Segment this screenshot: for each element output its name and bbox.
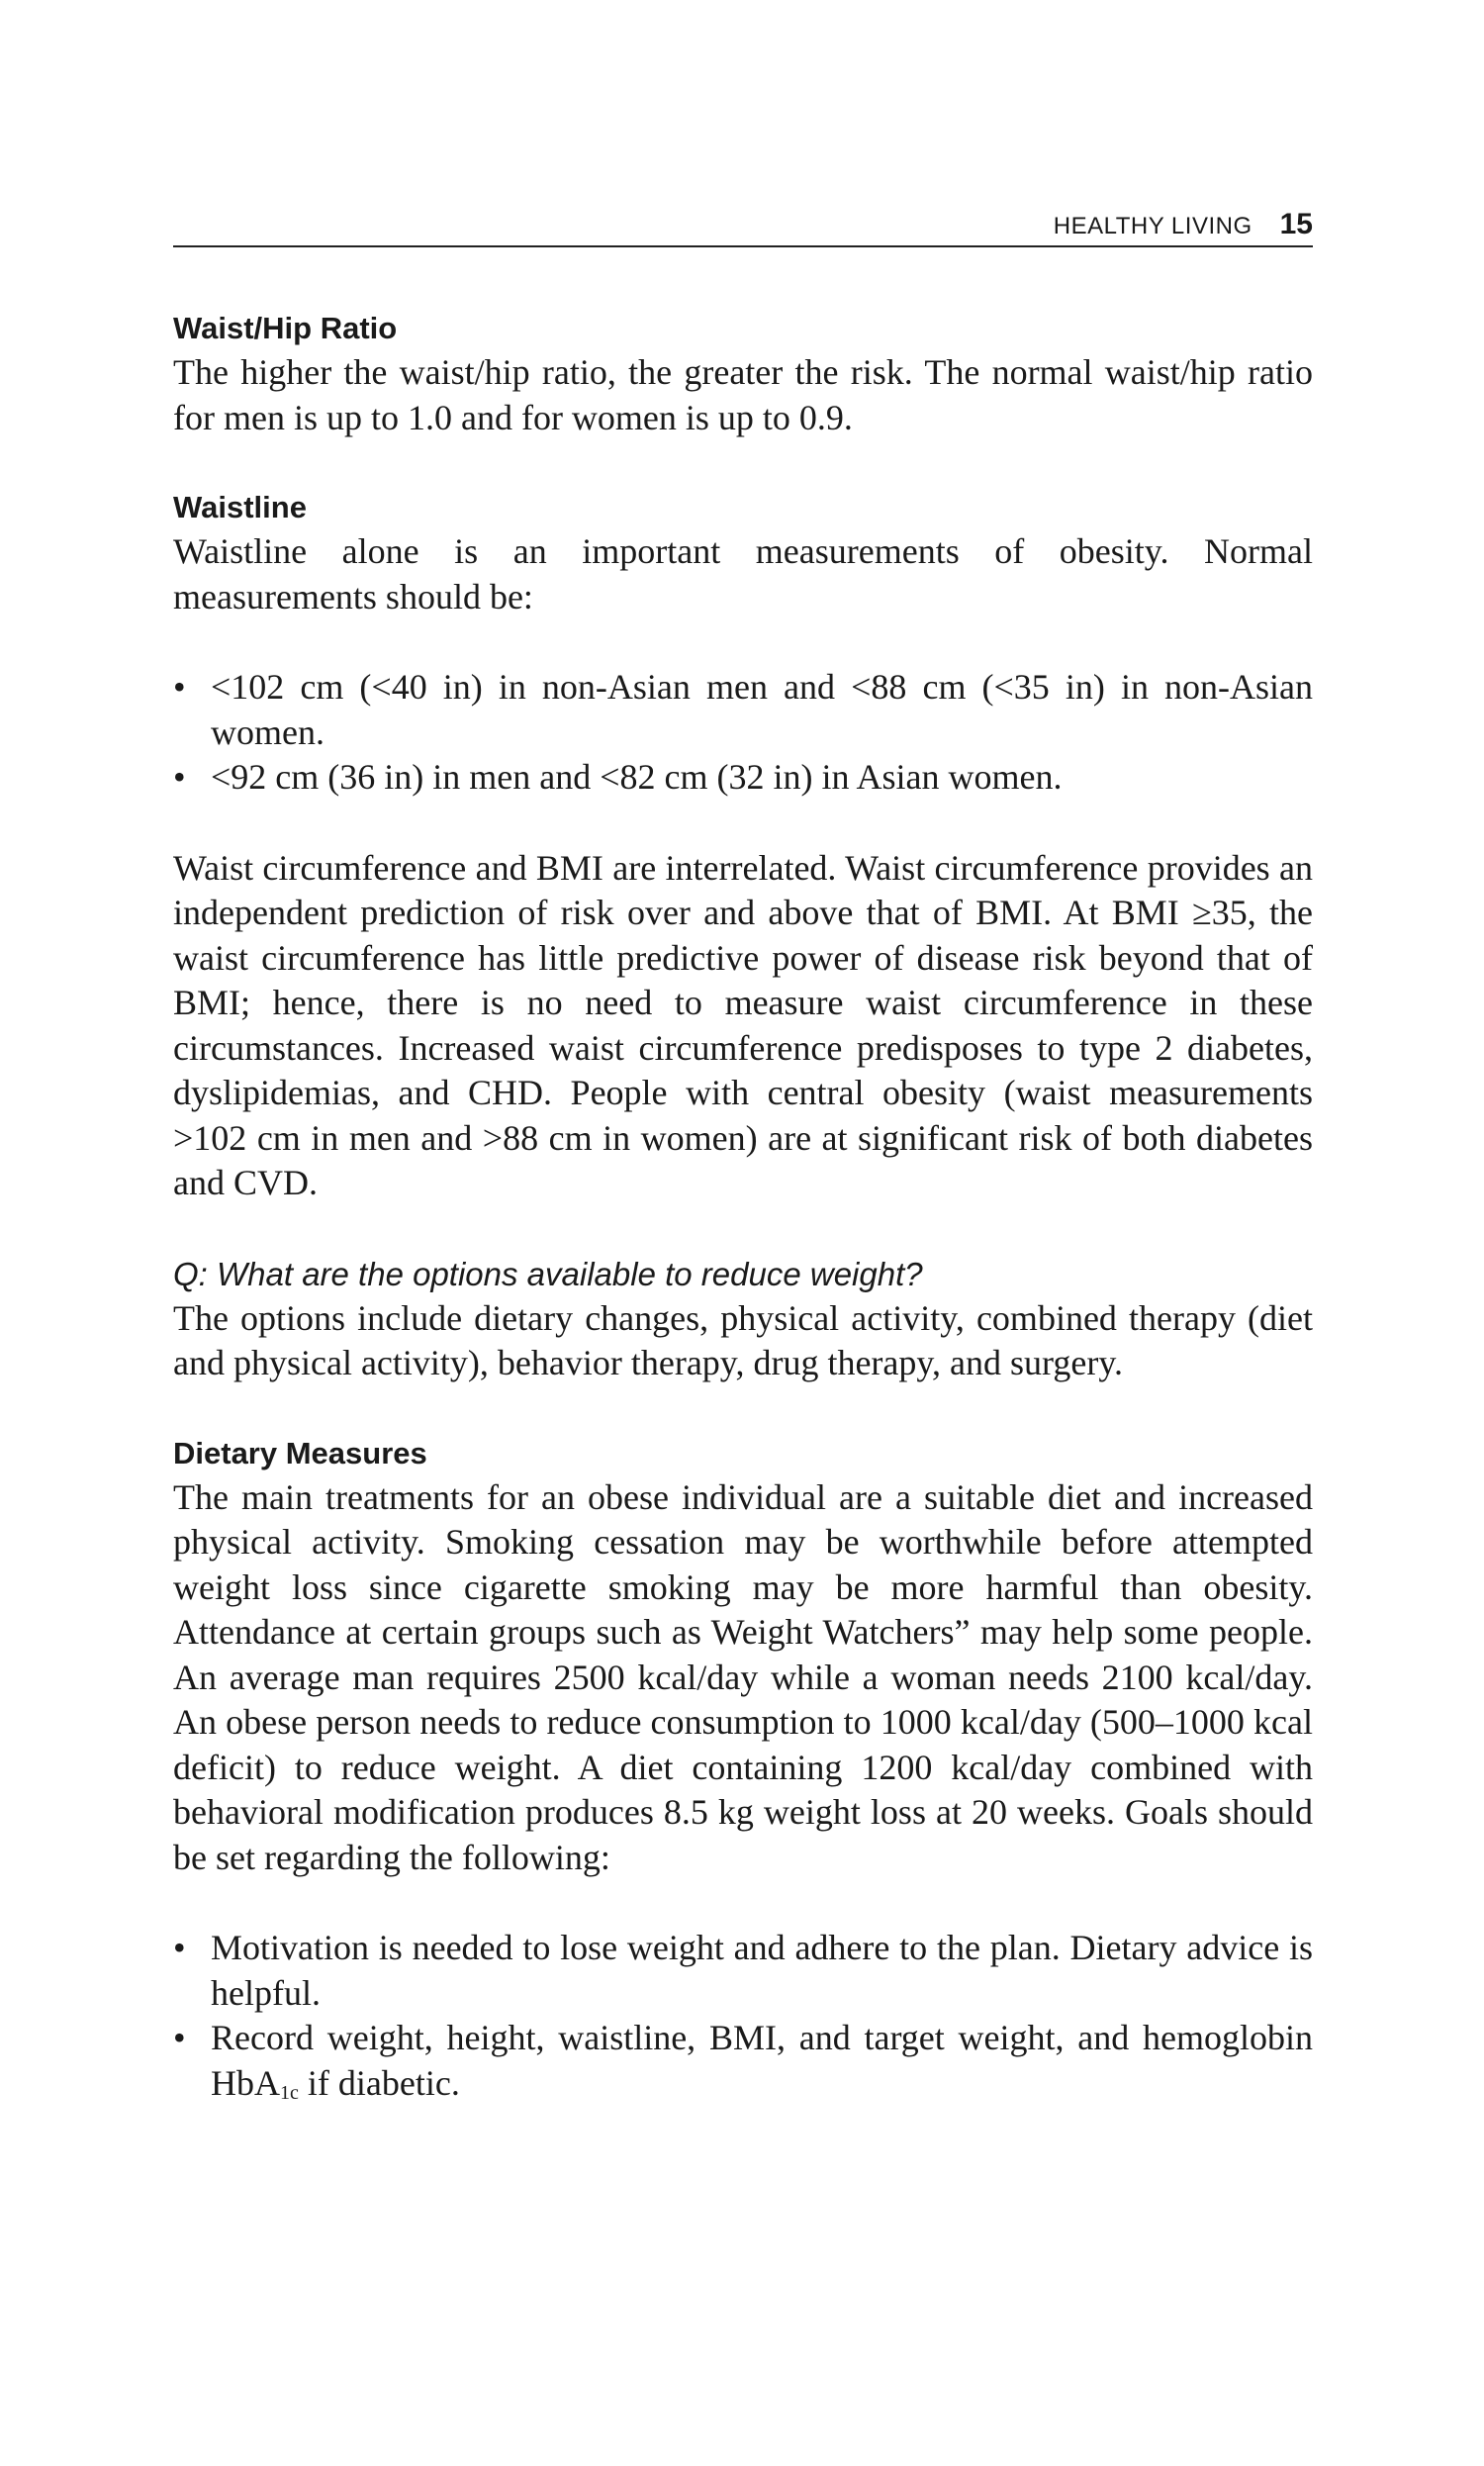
heading-dietary-measures: Dietary Measures [173,1435,427,1470]
page-content [173,307,1313,2116]
paragraph-waist-hip: The higher the waist/hip ratio, the greater the risk. The normal waist/hip ratio for men is up to 1.0 and for women is up to 0.9. [173,352,1313,437]
list-item: • <102 cm (<40 in) in non-Asian men and <88 cm (<35 in) in non-Asian women. [173,665,1313,755]
running-head [173,208,1313,247]
waistline-bullet-list [173,665,1313,801]
running-head-title: HEALTHY LIVING [1053,213,1252,239]
subscript-1c: 1c [280,2081,299,2104]
page-number: 15 [1279,208,1313,240]
list-item: • <92 cm (36 in) in men and <82 cm (32 in) in Asian women. [173,755,1313,801]
bullet-text: Record weight, height, waistline, BMI, and target weight, and hemoglobin HbA [211,2018,1313,2103]
list-item [173,2016,1313,2116]
paragraph-waist-circumference: Waist circumference and BMI are interrelated. Waist circumference provides an independent prediction of risk over and above that of BMI. At BMI ≥35, the waist circumference has little predictive power of disease risk beyond that of BMI; hence, there is no need to measure waist circumference in these circumstances. Increased waist circumference predisposes to type 2 diabetes, dyslipidemias, and CHD. People with central obesity (waist measurements >102 cm in men and >88 cm in women) are at significant risk of both diabetes and CVD. [173,847,1313,1202]
bullet-text-end: if diabetic. [298,2062,460,2103]
list-item: • Motivation is needed to lose weight and adhere to the plan. Dietary advice is helpful. [173,1926,1313,2016]
book-page [173,208,1313,2116]
dietary-bullet-list [173,1926,1313,2116]
paragraph-dietary: The main treatments for an obese individual are a suitable diet and increased physical activity. Smoking cessation may be worthwhile before attempted weight loss since cigarette smoking may be more harmful than obesity. Attendance at certain groups such as Weight Watchers” may help some people. An average man requires 2500 kcal/day while a woman needs 2100 kcal/day. An obese person needs to reduce consumption to 1000 kcal/day (500–1000 kcal deficit) to reduce weight. A diet containing 1200 kcal/day combined with behavioral modification produces 8.5 kg weight loss at 20 weeks. Goals should be set regarding the following: [173,1476,1313,1877]
question-heading: Q: What are the options available to reduce weight? [173,1255,923,1292]
paragraph-answer: The options include dietary changes, physical activity, combined therapy (diet and physical activity), behavior therapy, drug therapy, and surgery. [173,1297,1313,1382]
paragraph-waistline: Waistline alone is an important measurements of obesity. Normal measurements should be: [173,531,1313,616]
heading-waist-hip-ratio: Waist/Hip Ratio [173,311,398,345]
heading-waistline: Waistline [173,490,307,524]
